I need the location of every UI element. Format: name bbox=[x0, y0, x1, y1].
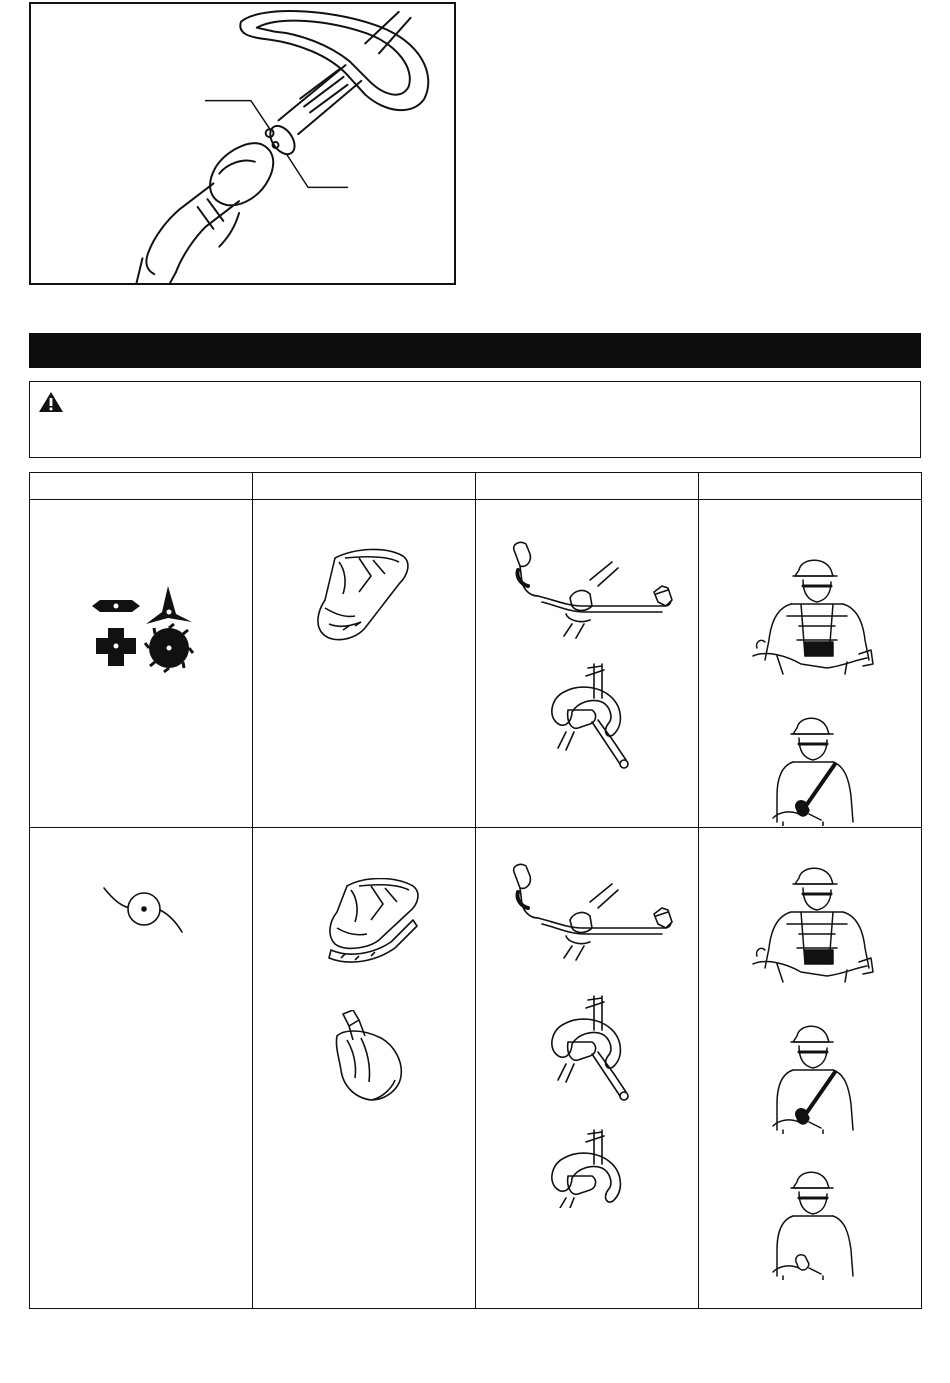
blade-guard-icon bbox=[315, 548, 419, 644]
warning-box bbox=[29, 381, 921, 458]
table-row bbox=[30, 500, 922, 828]
loop-handle-with-barrier-icon bbox=[542, 994, 634, 1104]
handle-cell bbox=[476, 500, 699, 828]
single-shoulder-strap-icon bbox=[769, 1168, 859, 1280]
table-row bbox=[30, 828, 922, 1309]
guard-cell bbox=[253, 828, 476, 1309]
header-cutting-tool bbox=[30, 473, 253, 500]
metal-blades-icon bbox=[84, 584, 196, 674]
header-handle bbox=[476, 473, 699, 500]
double-shoulder-harness-icon bbox=[747, 864, 879, 984]
bike-handle-icon bbox=[494, 540, 682, 640]
warning-triangle-icon bbox=[38, 391, 64, 413]
header-guard bbox=[253, 473, 476, 500]
combination-table bbox=[29, 472, 922, 1309]
nylon-head-guard-icon bbox=[331, 1010, 403, 1104]
cutting-tool-cell bbox=[30, 828, 253, 1309]
bike-handle-icon bbox=[494, 862, 682, 962]
double-shoulder-harness-icon bbox=[747, 556, 879, 676]
table-header-row bbox=[30, 473, 922, 500]
handle-assembly-figure bbox=[29, 2, 456, 285]
single-shoulder-strap-icon bbox=[769, 714, 859, 826]
guard-with-extension-icon bbox=[325, 878, 429, 970]
header-belt bbox=[699, 473, 922, 500]
belt-cell bbox=[699, 828, 922, 1309]
handle-assembly-illustration bbox=[31, 4, 454, 283]
section-header-bar bbox=[29, 333, 921, 368]
handle-cell bbox=[476, 828, 699, 1309]
loop-handle-with-barrier-icon bbox=[542, 662, 634, 772]
guard-cell bbox=[253, 500, 476, 828]
belt-cell bbox=[699, 500, 922, 828]
single-shoulder-strap-icon bbox=[769, 1022, 859, 1134]
cutting-tool-cell bbox=[30, 500, 253, 828]
loop-handle-icon bbox=[542, 1128, 622, 1208]
nylon-cutting-head-icon bbox=[102, 884, 186, 934]
